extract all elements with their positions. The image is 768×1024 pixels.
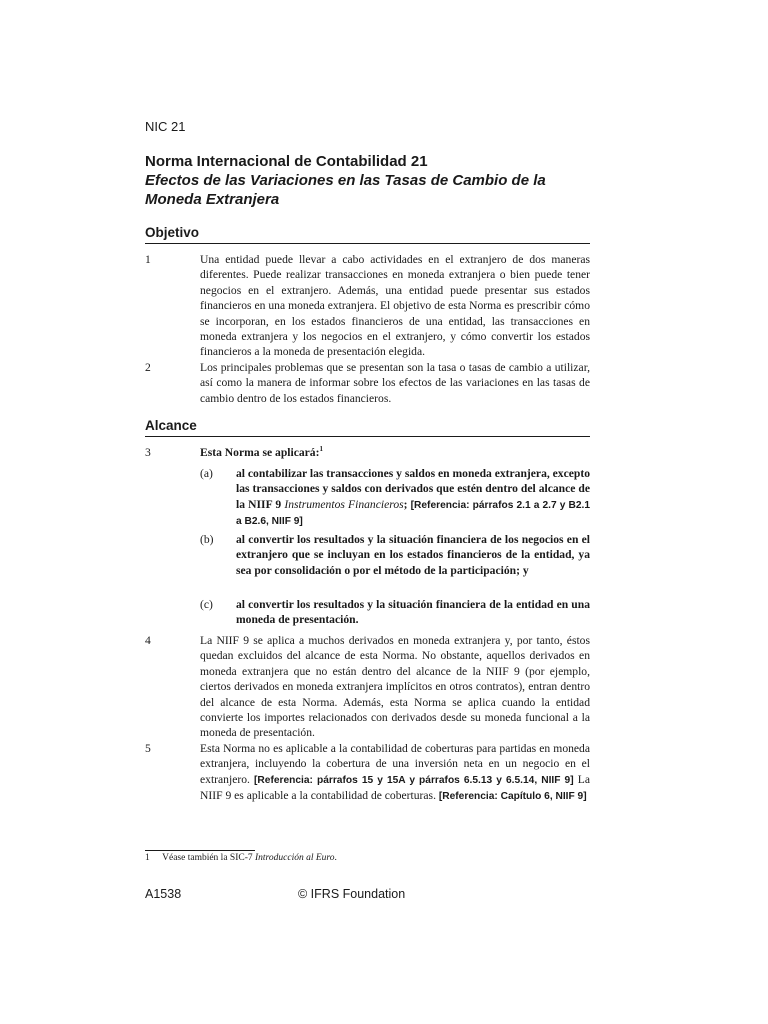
footnote-text xyxy=(162,853,337,863)
footnote-italic: Introducción al Euro xyxy=(255,853,335,863)
paragraph-text xyxy=(200,741,590,805)
footnote-number: 1 xyxy=(145,853,150,863)
paragraph-5-text-1: Esta Norma no es aplicable a la contabilidad de coberturas para partidas en moneda extranjera, incluyendo la cobertura de una inversión neta en un negocio en el extranjero. xyxy=(200,742,590,786)
reference-note: [Referencia: párrafos 15 y 15A y párrafos 6.5.13 y 6.5.14, NIIF 9] xyxy=(254,774,574,786)
paragraph-text: La NIIF 9 se aplica a muchos derivados en moneda extranjera y, por tanto, éstos quedan excluidos del alcance de esta Norma. No obstante, aquellos derivados en moneda extranjera que no están dentro del alcance de la NIIF 9 (por ejemplo, ciertos derivados en moneda extranjera implícitos en otros contratos), entran dentro del alcance de esta Norma. Además, esta Norma se aplica cuando la entidad convierte los importes relacionados con derivados desde su moneda funcional a la moneda de presentación. xyxy=(200,634,590,740)
footnote-text-lead: Véase también la SIC-7 xyxy=(162,853,255,863)
section-heading-objetivo: Objetivo xyxy=(145,225,590,244)
paragraph-text: Una entidad puede llevar a cabo actividades en el extranjero de dos maneras diferentes. Puede realizar transacciones en moneda extranjera o bien puede tener negocios en el extranjero. Además, una entidad puede presentar sus estados financieros en una moneda extranjera. El objetivo de esta Norma es prescribir cómo se incorporan, en los estados financieros de una entidad, las transacciones en moneda extranjera y los negocios en el extranjero, y cómo convertir los estados financieros a la moneda de presentación elegida. xyxy=(200,253,590,359)
paragraph-text xyxy=(200,445,590,460)
paragraph-3-lead: Esta Norma se aplicará: xyxy=(200,446,320,459)
paragraph-4 xyxy=(145,633,590,741)
paragraph-number: 2 xyxy=(145,361,151,374)
paragraph-number: 4 xyxy=(145,634,151,647)
list-item-label: (a) xyxy=(200,467,213,480)
page-number: A1538 xyxy=(145,887,182,901)
footnote-text-after: . xyxy=(334,853,337,863)
list-item-label: (b) xyxy=(200,533,214,546)
list-item-b xyxy=(200,532,590,578)
list-item-a xyxy=(200,466,590,530)
reference-note: [Referencia: párrafos 2.1 a 2.7 y B2.1 a B2.6, NIIF 9] xyxy=(236,499,590,528)
paragraph-number: 3 xyxy=(145,446,151,459)
document-title xyxy=(145,152,590,209)
footnote xyxy=(145,853,337,863)
paragraph-5-text-2: La NIIF 9 es aplicable a la contabilidad de coberturas. xyxy=(200,772,590,803)
paragraph-5 xyxy=(145,741,590,805)
list-item-a-text: al contabilizar las transacciones y saldos en moneda extranjera, excepto las transacciones y saldos con derivados que estén dentro del alcance de la NIIF 9 xyxy=(236,467,590,511)
section-heading-alcance: Alcance xyxy=(145,418,590,437)
list-item-text: al convertir los resultados y la situación financiera de la entidad en una moneda de presentación. xyxy=(236,598,590,627)
paragraph-3 xyxy=(145,445,590,460)
footnote-marker: 1 xyxy=(319,445,323,454)
reference-note: [Referencia: Capítulo 6, NIIF 9] xyxy=(438,791,587,803)
running-head: NIC 21 xyxy=(145,119,186,134)
list-item-text xyxy=(236,466,590,530)
paragraph-1 xyxy=(145,252,590,360)
paragraph-number: 1 xyxy=(145,253,151,266)
standard-title: Norma Internacional de Contabilidad 21 xyxy=(145,153,428,170)
list-item-a-after: ; xyxy=(403,497,411,511)
list-item-label: (c) xyxy=(200,598,213,611)
list-item-c xyxy=(200,597,590,628)
footnote-divider xyxy=(145,850,255,851)
paragraph-2 xyxy=(145,360,590,406)
paragraph-text: Los principales problemas que se presentan son la tasa o tasas de cambio a utilizar, así como la manera de informar sobre los efectos de las variaciones en las tasas de cambio dentro de los estados financieros. xyxy=(200,361,590,405)
paragraph-number: 5 xyxy=(145,742,151,755)
copyright: © IFRS Foundation xyxy=(298,887,406,901)
list-item-text: al convertir los resultados y la situación financiera de los negocios en el extranjero que se incluyan en los estados financieros de la entidad, ya sea por consolidación o por el método de la participación; y xyxy=(236,533,590,577)
standard-subtitle: Efectos de las Variaciones en las Tasas de Cambio de la Moneda Extranjera xyxy=(145,172,546,208)
instrument-title: Instrumentos Financieros xyxy=(284,497,404,511)
